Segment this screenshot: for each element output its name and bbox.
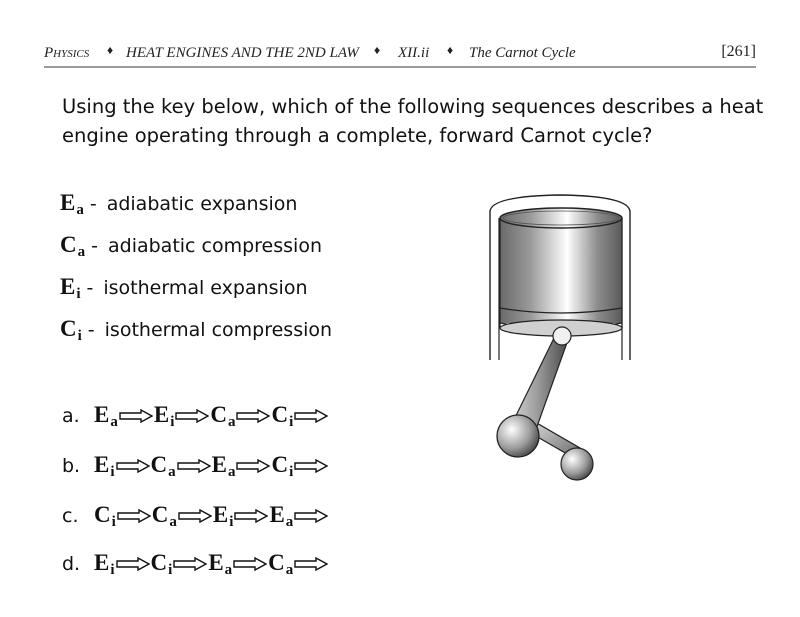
arrow-right-icon [233, 557, 267, 571]
key-symbol: $C_a$ [60, 232, 86, 260]
header-bullet-icon: ♦ [374, 43, 381, 57]
arrow-right-icon [177, 459, 211, 473]
key-item-adiabatic-expansion: $E_a$ - adiabatic expansion [60, 190, 298, 218]
key-item-adiabatic-compression: $C_a$ - adiabatic compression [60, 232, 322, 260]
key-description: isothermal expansion [103, 277, 308, 299]
option-label: a. [62, 405, 80, 427]
header-subject: Physics [44, 45, 90, 61]
key-description: adiabatic compression [107, 235, 322, 257]
answer-option-b[interactable]: b. E $_i$ C $_a$ E $_a$ C $_i$ [62, 452, 329, 478]
arrow-right-icon [294, 509, 328, 523]
header-chapter: HEAT ENGINES AND THE 2ND LAW [126, 45, 359, 61]
key-symbol: $E_i$ [60, 274, 81, 302]
key-symbol: $E_a$ [60, 190, 84, 218]
arrow-right-icon [117, 509, 151, 523]
arrow-right-icon [178, 509, 212, 523]
key-description: isothermal compression [104, 319, 333, 341]
answer-option-c[interactable]: c. C $_i$ C $_a$ E $_i$ E $_a$ [62, 502, 329, 528]
running-header [44, 42, 756, 66]
key-item-isothermal-expansion: $E_i$ - isothermal expansion [60, 274, 308, 302]
arrow-right-icon [175, 409, 209, 423]
arrow-right-icon [234, 509, 268, 523]
arrow-right-icon [294, 459, 328, 473]
page-number: [261] [721, 43, 756, 60]
arrow-right-icon [116, 557, 150, 571]
header-bullet-icon: ♦ [107, 43, 114, 57]
question-text: Using the key below, which of the following sequences describes a heat engine operating through a complete, forward Carnot cycle? [62, 95, 764, 147]
key-symbol: $C_i$ [60, 316, 82, 344]
header-rule [44, 66, 756, 68]
option-label: d. [62, 553, 81, 575]
answer-option-d[interactable]: d. E $_i$ C $_i$ E $_a$ C $_a$ [62, 550, 329, 576]
arrow-right-icon [236, 459, 270, 473]
arrow-right-icon [173, 557, 207, 571]
header-topic: The Carnot Cycle [469, 45, 576, 61]
option-label: b. [62, 455, 81, 477]
arrow-right-icon [294, 409, 328, 423]
piston-crank-diagram [470, 180, 650, 500]
arrow-right-icon [236, 409, 270, 423]
header-bullet-icon: ♦ [447, 43, 454, 57]
arrow-right-icon [119, 409, 153, 423]
arrow-right-icon [116, 459, 150, 473]
key-description: adiabatic expansion [106, 193, 298, 215]
arrow-right-icon [294, 557, 328, 571]
header-section: XII.ii [398, 45, 430, 61]
answer-option-a[interactable]: a. E $_a$ E $_i$ C $_a$ C $_i$ [62, 402, 329, 428]
option-label: c. [62, 505, 79, 527]
key-item-isothermal-compression: $C_i$ - isothermal compression [60, 316, 333, 344]
